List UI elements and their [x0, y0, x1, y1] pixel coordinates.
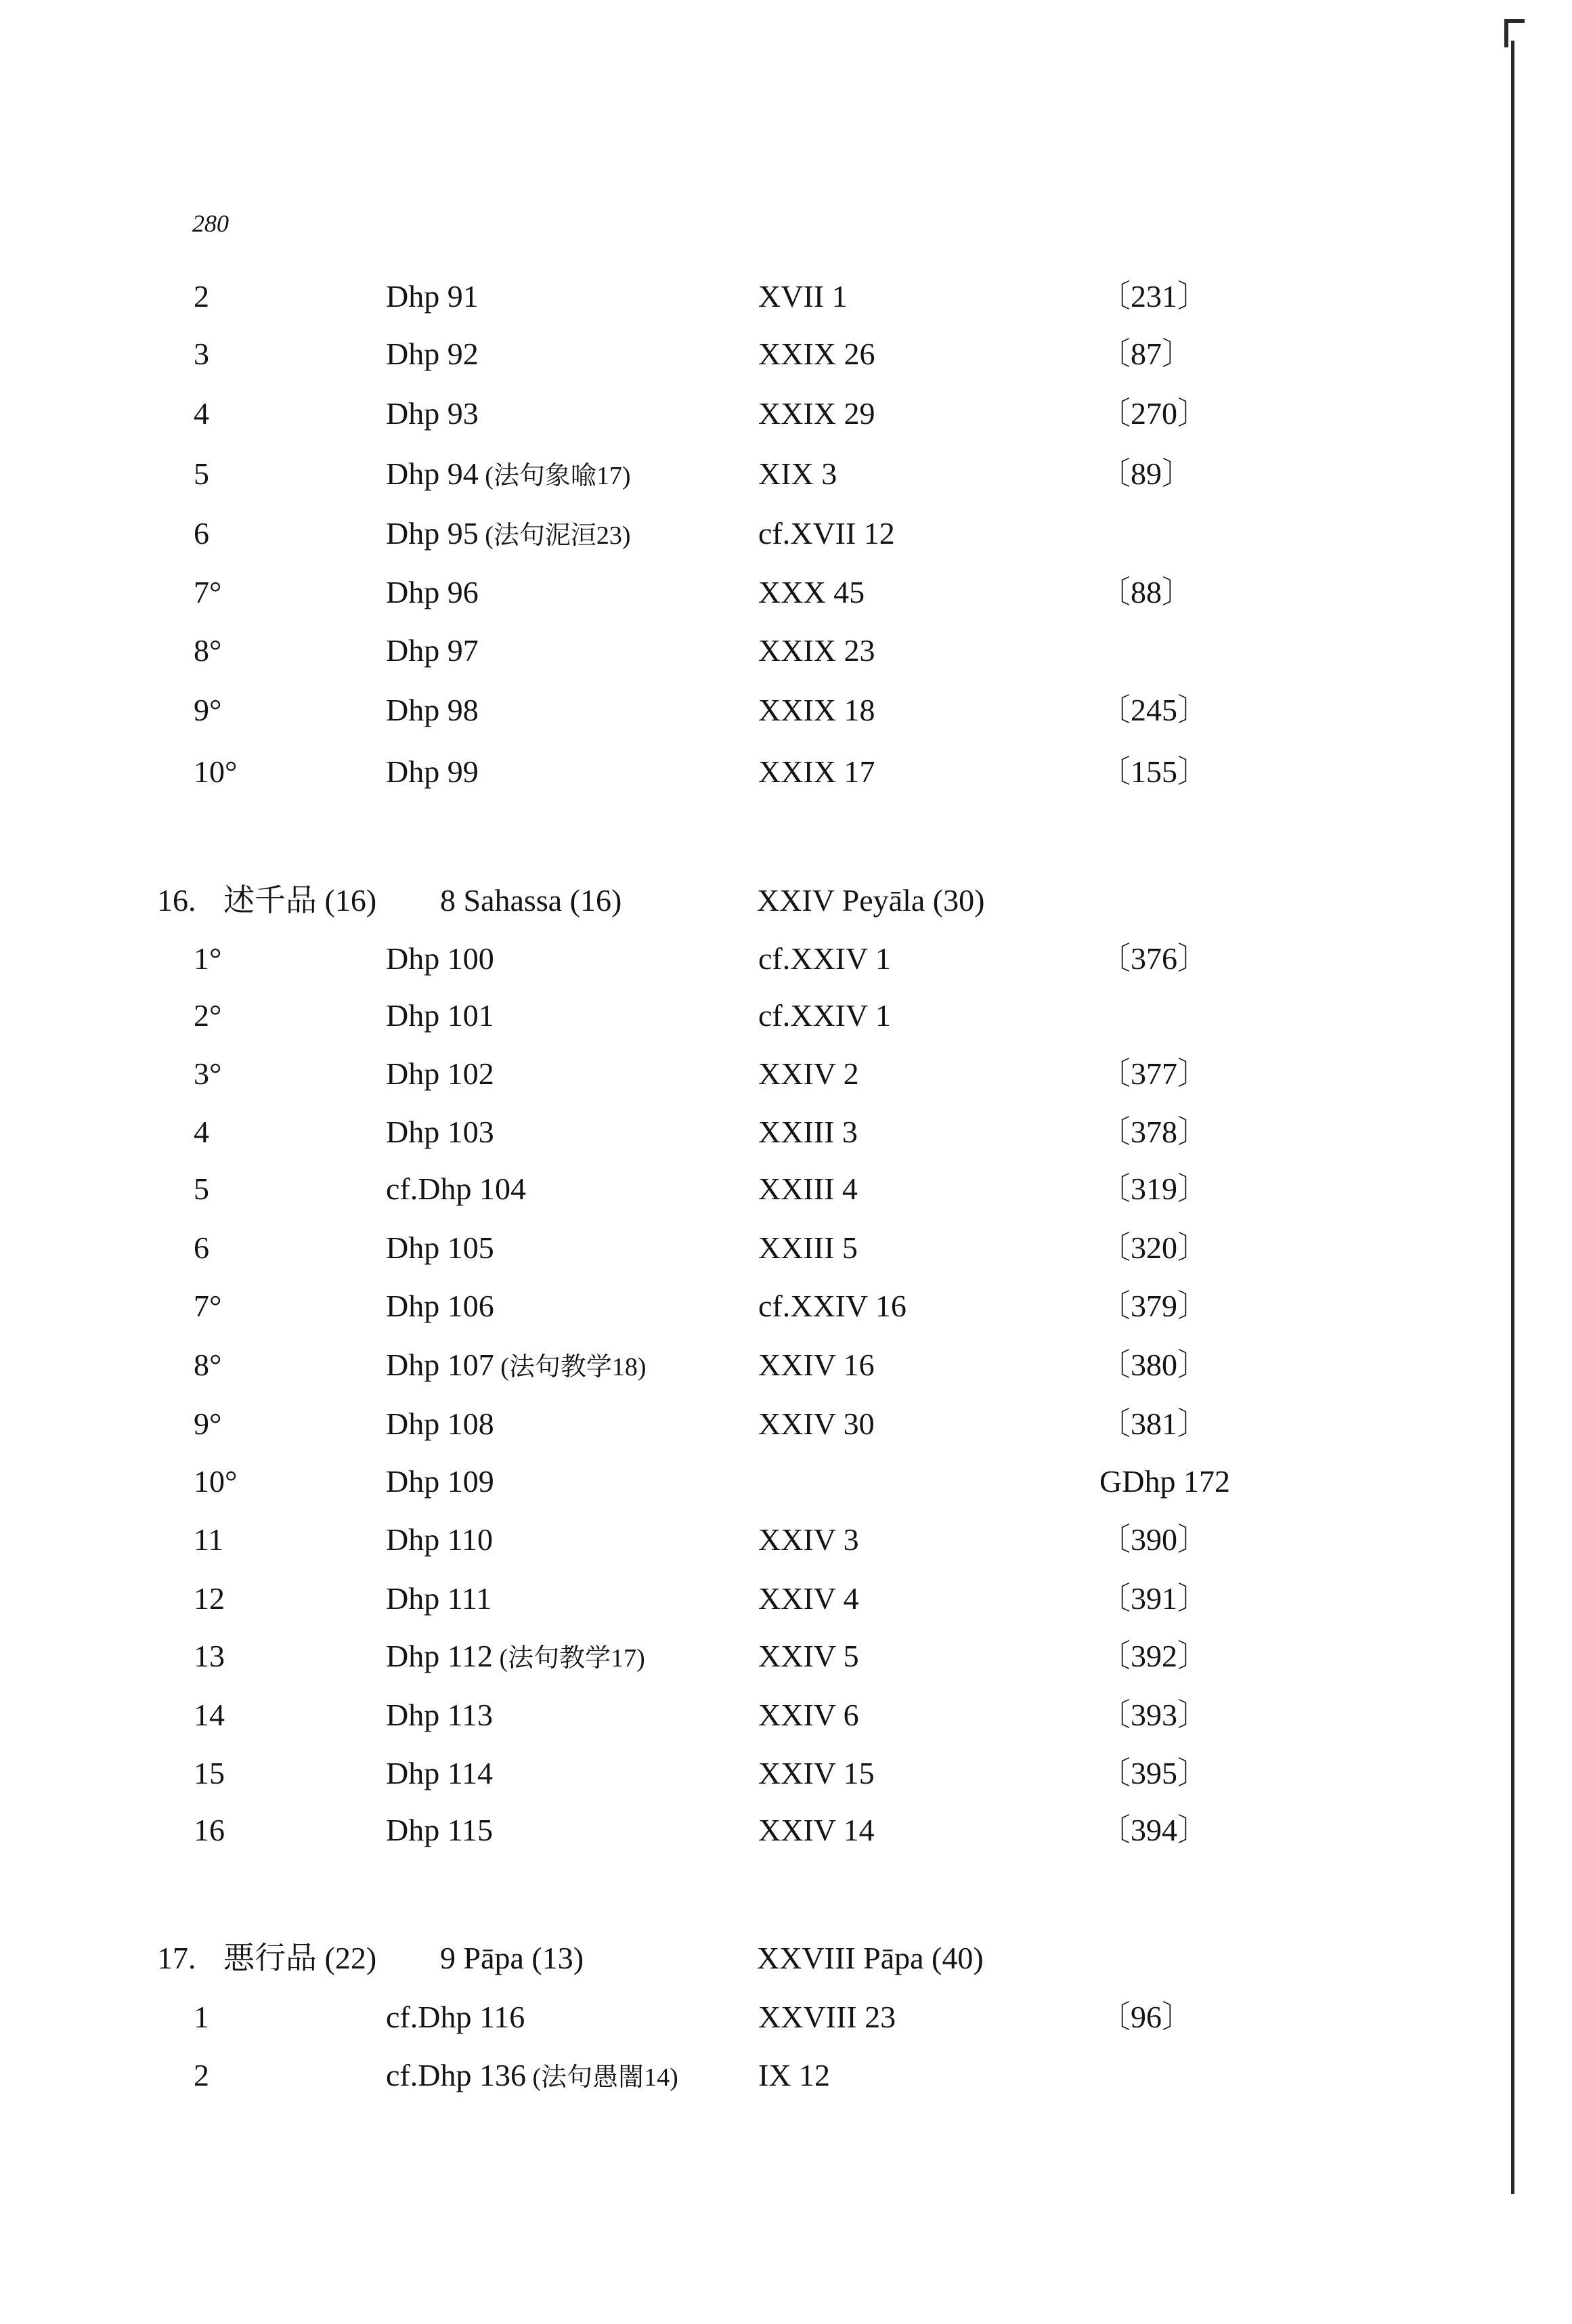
- udanavarga-ref: XXIV 30: [758, 1406, 875, 1441]
- bracket-ref: 〔88〕: [1099, 575, 1193, 609]
- table-row: [0, 1518, 1572, 1562]
- udanavarga-ref: XXIV 2: [758, 1056, 859, 1091]
- chinese-parallel-note: (法句教学17): [493, 1644, 645, 1673]
- table-row: [0, 1167, 1572, 1211]
- right-margin-bar-cap: [1504, 19, 1525, 47]
- table-row: [0, 1808, 1572, 1853]
- udanavarga-ref: XXIV 5: [758, 1639, 859, 1673]
- verse-number: 10°: [194, 1464, 238, 1499]
- table-row: [0, 391, 1572, 436]
- dhammapada-ref: Dhp 91: [386, 279, 479, 314]
- section-number: 16.: [157, 883, 196, 918]
- table-row: [0, 688, 1572, 733]
- verse-number: 9°: [194, 693, 222, 727]
- bracket-ref: 〔96〕: [1099, 2000, 1193, 2034]
- dhammapada-ref: Dhp 100: [386, 941, 494, 976]
- udanavarga-ref: XIX 3: [758, 456, 837, 491]
- verse-number: 5: [194, 456, 209, 491]
- table-row: [0, 1634, 1572, 1679]
- table-row: [0, 993, 1572, 1038]
- dhammapada-ref: Dhp 101: [386, 998, 494, 1033]
- table-row: [0, 1995, 1572, 2040]
- verse-number: 4: [194, 396, 209, 431]
- table-row: [0, 452, 1572, 496]
- dhammapada-ref: Dhp 106: [386, 1289, 494, 1323]
- verse-number: 6: [194, 1230, 209, 1265]
- section-number: 17.: [157, 1941, 196, 1975]
- dhammapada-ref: Dhp 95 (法句泥洹23): [386, 516, 631, 551]
- dhammapada-ref: cf.Dhp 116: [386, 2000, 525, 2034]
- verse-number: 4: [194, 1115, 209, 1149]
- udanavarga-ref: XXIX 18: [758, 693, 875, 727]
- dhammapada-ref: cf.Dhp 104: [386, 1171, 526, 1206]
- bracket-ref: 〔395〕: [1099, 1756, 1208, 1790]
- udanavarga-ref: XXIX 29: [758, 396, 875, 431]
- table-row: [0, 511, 1572, 556]
- dhammapada-ref: Dhp 93: [386, 396, 479, 431]
- udanavarga-ref: cf.XXIV 1: [758, 941, 891, 976]
- table-row: [0, 570, 1572, 615]
- bracket-ref: GDhp 172: [1099, 1464, 1230, 1499]
- dhammapada-ref: Dhp 92: [386, 337, 479, 371]
- table-row: [0, 750, 1572, 794]
- table-row: [0, 1343, 1572, 1387]
- section-pali-title: 9 Pāpa (13): [440, 1941, 584, 1975]
- verse-number: 15: [194, 1756, 225, 1790]
- bracket-ref: 〔245〕: [1099, 693, 1208, 727]
- udanavarga-ref: XXIII 5: [758, 1230, 858, 1265]
- bracket-ref: 〔319〕: [1099, 1171, 1208, 1206]
- bracket-ref: 〔390〕: [1099, 1522, 1208, 1557]
- udanavarga-ref: XXVIII 23: [758, 2000, 896, 2034]
- verse-number: 7°: [194, 575, 222, 609]
- dhammapada-ref: cf.Dhp 136 (法句愚闇14): [386, 2058, 678, 2092]
- bracket-ref: 〔393〕: [1099, 1698, 1208, 1732]
- bracket-ref: 〔270〕: [1099, 396, 1208, 431]
- dhammapada-ref: Dhp 111: [386, 1581, 492, 1616]
- verse-number: 8°: [194, 1348, 222, 1382]
- table-row: [0, 937, 1572, 981]
- verse-number: 8°: [194, 633, 222, 668]
- bracket-ref: 〔89〕: [1099, 456, 1193, 491]
- bracket-ref: 〔394〕: [1099, 1813, 1208, 1847]
- verse-number: 9°: [194, 1406, 222, 1441]
- dhammapada-ref: Dhp 110: [386, 1522, 494, 1557]
- section-udanavarga-title: XXIV Peyāla (30): [757, 883, 985, 918]
- section-header: [0, 1935, 1572, 1982]
- dhammapada-ref: Dhp 108: [386, 1406, 494, 1441]
- dhammapada-ref: Dhp 114: [386, 1756, 494, 1790]
- verse-number: 5: [194, 1171, 209, 1206]
- bracket-ref: 〔155〕: [1099, 754, 1208, 789]
- udanavarga-ref: XXIII 4: [758, 1171, 858, 1206]
- chinese-parallel-note: (法句泥洹23): [478, 521, 631, 550]
- table-row: [0, 332, 1572, 376]
- chinese-parallel-note: (法句教学18): [494, 1353, 647, 1381]
- verse-number: 3: [194, 337, 209, 371]
- section-header: [0, 877, 1572, 924]
- table-row: [0, 1402, 1572, 1446]
- bracket-ref: 〔381〕: [1099, 1406, 1208, 1441]
- dhammapada-ref: Dhp 98: [386, 693, 479, 727]
- verse-number: 2: [194, 279, 209, 314]
- dhammapada-ref: Dhp 107 (法句教学18): [386, 1348, 647, 1382]
- udanavarga-ref: XXIV 15: [758, 1756, 875, 1790]
- bracket-ref: 〔379〕: [1099, 1289, 1208, 1323]
- table-row: [0, 1576, 1572, 1621]
- table-row: [0, 1751, 1572, 1796]
- bracket-ref: 〔231〕: [1099, 279, 1208, 314]
- table-row: [0, 628, 1572, 673]
- bracket-ref: 〔380〕: [1099, 1348, 1208, 1382]
- dhammapada-ref: Dhp 115: [386, 1813, 494, 1847]
- dhammapada-ref: Dhp 103: [386, 1115, 494, 1149]
- udanavarga-ref: XXIV 16: [758, 1348, 875, 1382]
- dhammapada-ref: Dhp 113: [386, 1698, 494, 1732]
- page-number: 280: [192, 210, 229, 237]
- udanavarga-ref: XXIX 17: [758, 754, 875, 789]
- udanavarga-ref: XXIV 6: [758, 1698, 859, 1732]
- udanavarga-ref: cf.XXIV 1: [758, 998, 891, 1033]
- bracket-ref: 〔378〕: [1099, 1115, 1208, 1149]
- bracket-ref: 〔377〕: [1099, 1056, 1208, 1091]
- verse-number: 13: [194, 1639, 225, 1673]
- section-chinese-title: 悪行品 (22): [223, 1941, 377, 1975]
- table-row: [0, 1693, 1572, 1738]
- udanavarga-ref: XXIX 23: [758, 633, 875, 668]
- bracket-ref: 〔392〕: [1099, 1639, 1208, 1673]
- verse-number: 6: [194, 516, 209, 551]
- section-chinese-title: 述千品 (16): [223, 883, 377, 918]
- udanavarga-ref: XXIX 26: [758, 337, 875, 371]
- udanavarga-ref: XXIII 3: [758, 1115, 858, 1149]
- udanavarga-ref: IX 12: [758, 2058, 831, 2092]
- table-row: [0, 1459, 1572, 1504]
- udanavarga-ref: XXIV 14: [758, 1813, 875, 1847]
- bracket-ref: 〔376〕: [1099, 941, 1208, 976]
- verse-number: 10°: [194, 754, 238, 789]
- verse-number: 3°: [194, 1056, 222, 1091]
- dhammapada-ref: Dhp 109: [386, 1464, 494, 1499]
- dhammapada-ref: Dhp 97: [386, 633, 479, 668]
- dhammapada-ref: Dhp 94 (法句象喩17): [386, 456, 631, 491]
- table-row: [0, 1226, 1572, 1270]
- verse-number: 12: [194, 1581, 225, 1616]
- table-row: [0, 2053, 1572, 2098]
- verse-number: 1: [194, 2000, 209, 2034]
- udanavarga-ref: cf.XVII 12: [758, 516, 895, 551]
- verse-number: 16: [194, 1813, 225, 1847]
- udanavarga-ref: XXX 45: [758, 575, 865, 609]
- section-pali-title: 8 Sahassa (16): [440, 883, 622, 918]
- udanavarga-ref: XXIV 4: [758, 1581, 859, 1616]
- table-row: [0, 1110, 1572, 1155]
- dhammapada-ref: Dhp 102: [386, 1056, 494, 1091]
- chinese-parallel-note: (法句愚闇14): [525, 2063, 678, 2092]
- verse-number: 14: [194, 1698, 225, 1732]
- bracket-ref: 〔87〕: [1099, 337, 1193, 371]
- verse-number: 2°: [194, 998, 222, 1033]
- udanavarga-ref: cf.XXIV 16: [758, 1289, 907, 1323]
- dhammapada-ref: Dhp 112 (法句教学17): [386, 1639, 645, 1673]
- bracket-ref: 〔320〕: [1099, 1230, 1208, 1265]
- verse-number: 2: [194, 2058, 209, 2092]
- chinese-parallel-note: (法句象喩17): [478, 462, 631, 490]
- table-row: [0, 1284, 1572, 1329]
- dhammapada-ref: Dhp 105: [386, 1230, 494, 1265]
- udanavarga-ref: XXIV 3: [758, 1522, 859, 1557]
- table-row: [0, 1052, 1572, 1096]
- table-row: [0, 274, 1572, 319]
- dhammapada-ref: Dhp 99: [386, 754, 479, 789]
- verse-number: 11: [194, 1522, 224, 1557]
- udanavarga-ref: XVII 1: [758, 279, 848, 314]
- dhammapada-ref: Dhp 96: [386, 575, 479, 609]
- section-udanavarga-title: XXVIII Pāpa (40): [757, 1941, 984, 1975]
- verse-number: 1°: [194, 941, 222, 976]
- verse-number: 7°: [194, 1289, 222, 1323]
- bracket-ref: 〔391〕: [1099, 1581, 1208, 1616]
